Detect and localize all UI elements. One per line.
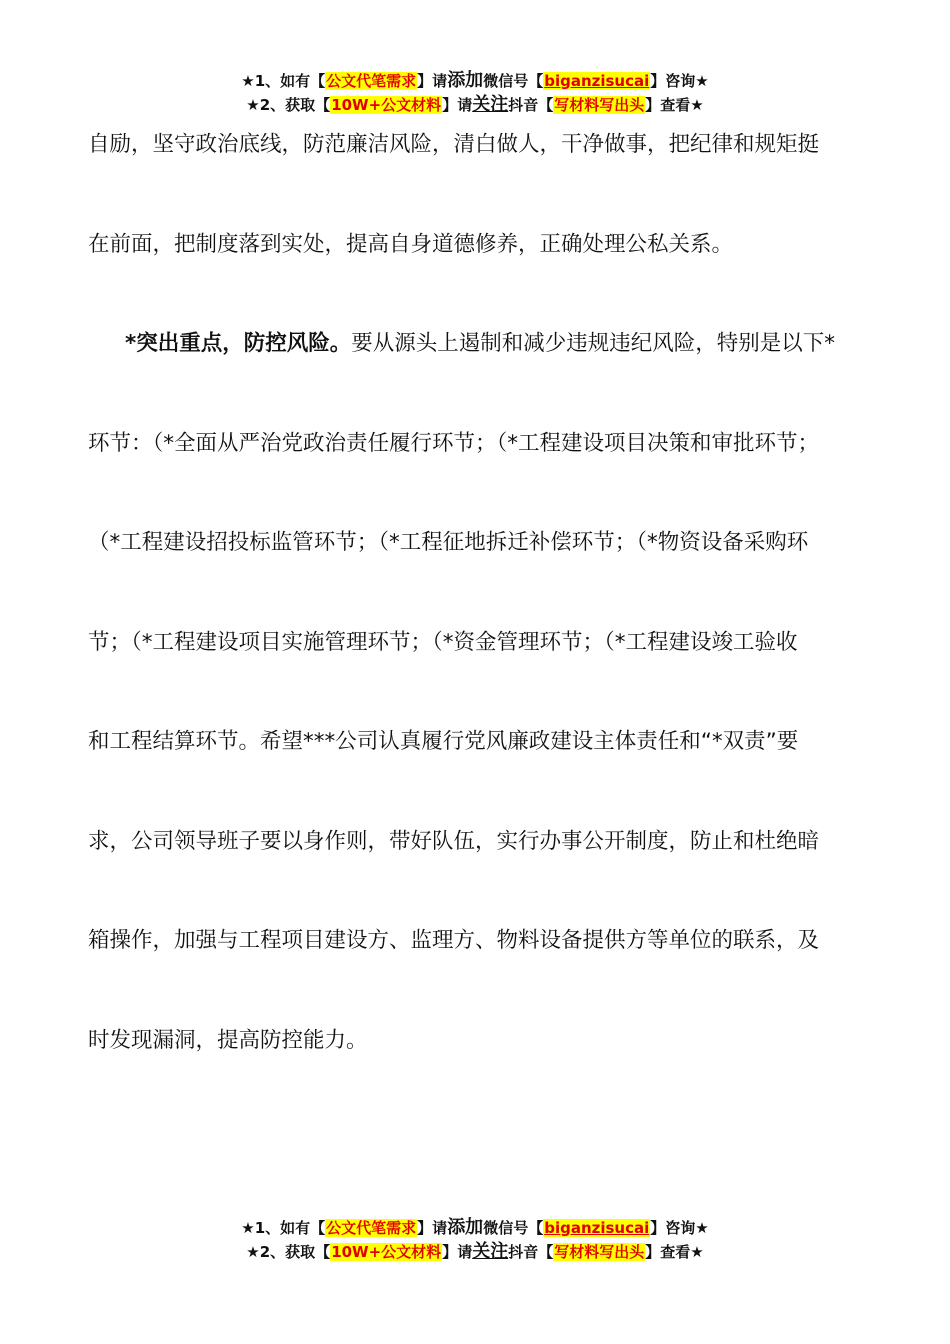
highlight-text: 公文代笔需求 [326,1219,417,1237]
text-line: 箱操作，加强与工程项目建设方、监理方、物料设备提供方等单位的联系，及 [88,928,820,953]
banner-text: ★1、如有【 [241,1219,326,1237]
section-heading-line [88,319,868,419]
text-line: 和工程结算环节。希望***公司认真履行党风廉政建设主体责任和“*双责”要 [88,729,799,754]
banner-text: 】请 [417,72,448,90]
highlight-text: 10W+公文材料 [331,1243,442,1261]
banner-line-2 [0,1240,950,1264]
text-line: 求，公司领导班子要以身作则，带好队伍，实行办事公开制度，防止和杜绝暗 [88,828,820,854]
banner-text: ★2、获取【 [246,1243,331,1261]
emphasis-text: 关注 [472,94,509,115]
douyin-id: 写材料写出头 [554,96,645,114]
header-banner [0,69,950,117]
emphasis-text: 添加 [447,1217,484,1238]
banner-text: ★2、获取【 [246,96,331,114]
section-heading: *突出重点，防控风险。 [125,331,352,356]
wechat-id: biganzisucai [544,72,650,90]
banner-text: 】咨询★ [650,72,709,90]
highlight-text: 10W+公文材料 [331,96,442,114]
banner-line-1 [0,1216,950,1240]
banner-text: 】咨询★ [650,1219,709,1237]
douyin-id: 写材料写出头 [554,1243,645,1261]
text-line: 时发现漏洞，提高防控能力。 [88,1027,368,1053]
banner-text: 抖音【 [508,96,554,114]
banner-text: 抖音【 [508,1243,554,1261]
footer-banner [0,1216,950,1264]
banner-line-2 [0,93,950,117]
text-span: 要从源头上遏制和减少违规违纪风险，特别是以下* [351,331,836,356]
text-line: 自励，坚守政治底线，防范廉洁风险，清白做人，干净做事，把纪律和规矩挺 [88,132,820,157]
banner-text: 】请 [442,96,473,114]
text-line: （*工程建设招投标监管环节；（*工程征地拆迁补偿环节；（*物资设备采购环 [88,530,809,555]
banner-text: 】请 [442,1243,473,1261]
highlight-text: 公文代笔需求 [326,72,417,90]
text-line: 节；（*工程建设项目实施管理环节；（*资金管理环节；（*工程建设竣工验收 [88,629,798,655]
banner-line-1 [0,69,950,93]
emphasis-text: 添加 [447,70,484,91]
banner-text: 】查看★ [645,96,704,114]
banner-text: 微信号【 [483,1219,544,1237]
wechat-id: biganzisucai [544,1219,650,1237]
banner-text: ★1、如有【 [241,72,326,90]
banner-text: 】查看★ [645,1243,704,1261]
banner-text: 】请 [417,1219,448,1237]
document-body [88,120,868,1115]
banner-text: 微信号【 [483,72,544,90]
text-line: 在前面，把制度落到实处，提高自身道德修养，正确处理公私关系。 [88,231,734,257]
emphasis-text: 关注 [472,1241,509,1262]
text-line: 环节：（*全面从严治党政治责任履行环节；（*工程建设项目决策和审批环节； [88,430,820,456]
